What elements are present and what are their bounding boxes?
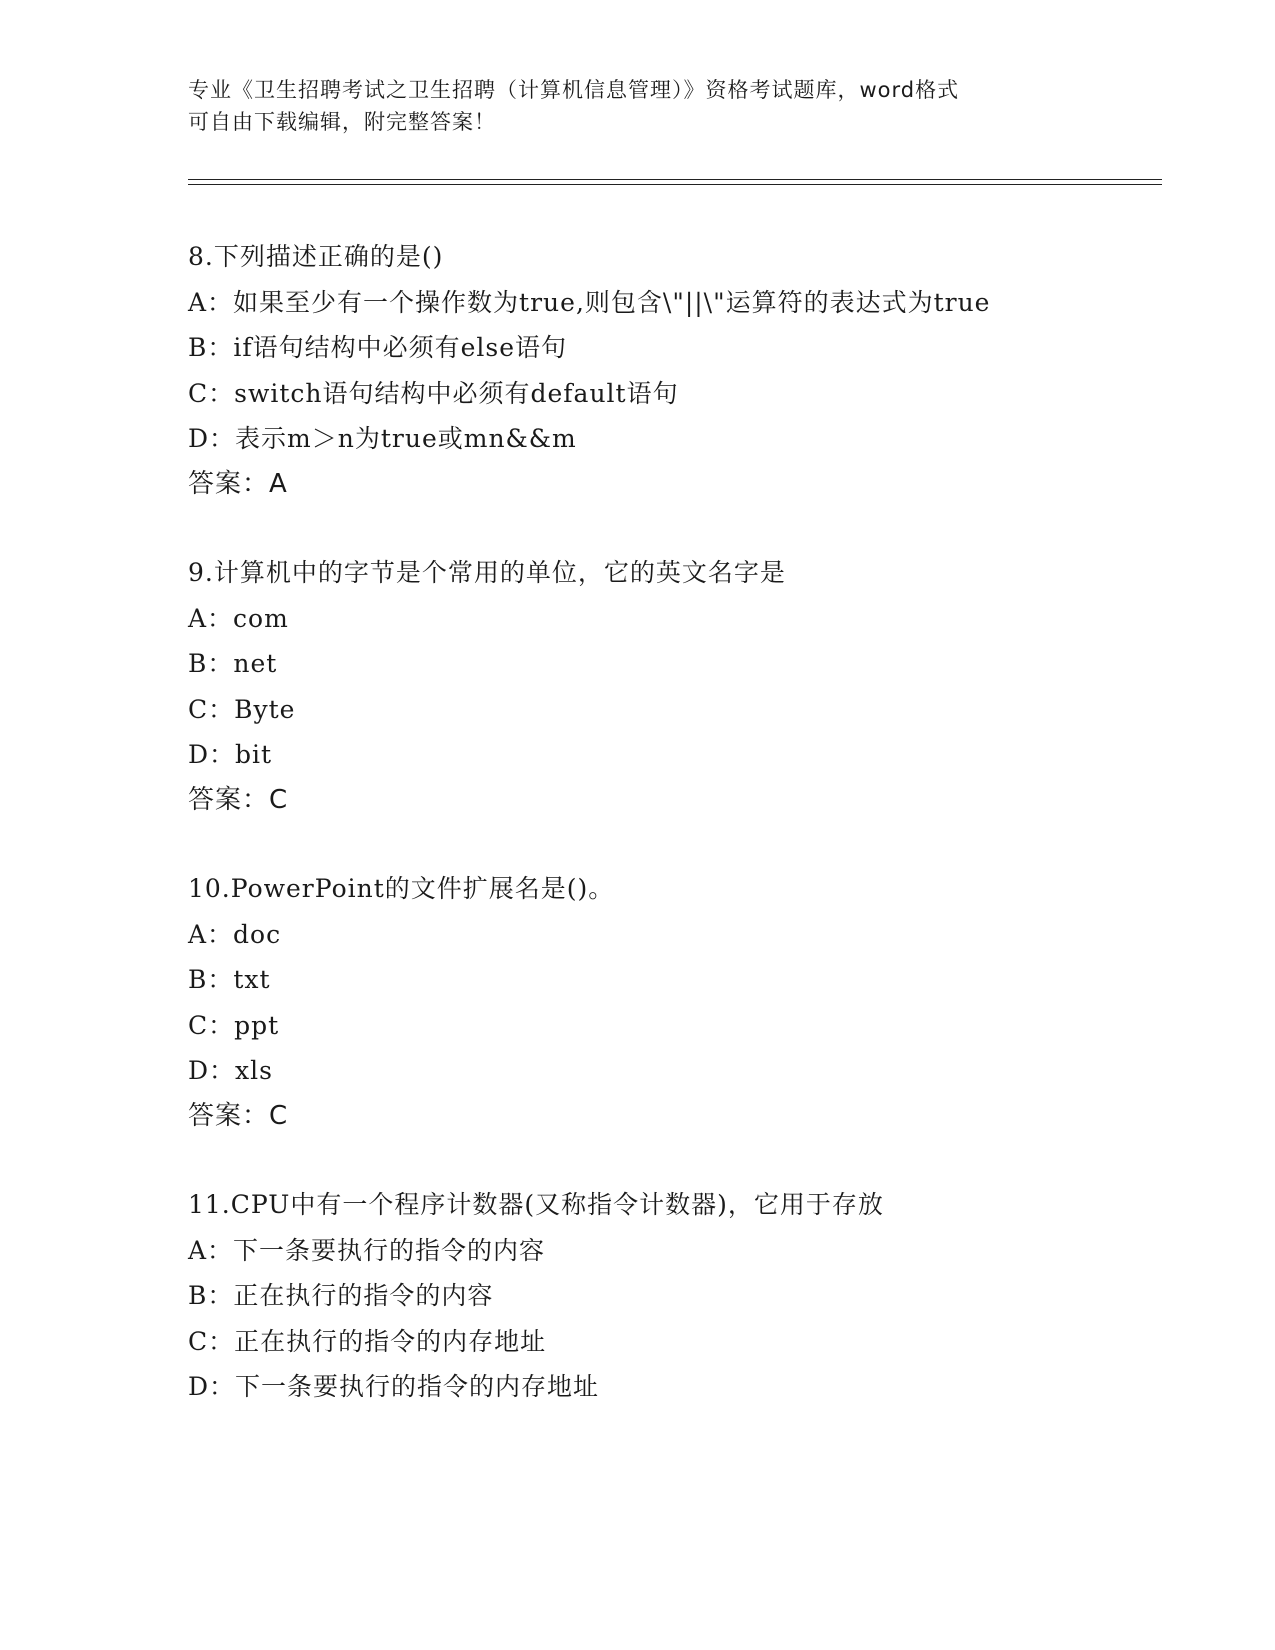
- answer-line: 答案：C: [188, 1100, 289, 1131]
- option-c: C：switch语句结构中必须有default语句: [188, 378, 679, 408]
- question-list: [188, 234, 1148, 1453]
- question-stem: 8.下列描述正确的是(): [188, 242, 444, 271]
- answer-line: 答案：C: [188, 784, 289, 815]
- option-b: B：net: [188, 649, 278, 678]
- header-line-2: 可自由下载编辑，附完整答案！: [188, 110, 496, 134]
- question-11: [188, 1182, 1148, 1410]
- option-b: B：if语句结构中必须有else语句: [188, 333, 568, 362]
- option-a: A：doc: [188, 919, 282, 949]
- option-d: D：下一条要执行的指令的内存地址: [188, 1372, 600, 1401]
- question-stem: 11.CPU中有一个程序计数器(又称指令计数器)，它用于存放: [188, 1190, 884, 1219]
- question-stem: 10.PowerPoint的文件扩展名是()。: [188, 874, 615, 903]
- question-9: [188, 550, 1148, 823]
- option-b: B：正在执行的指令的内容: [188, 1281, 494, 1310]
- option-c: C：ppt: [188, 1010, 280, 1040]
- option-a: A：下一条要执行的指令的内容: [188, 1235, 546, 1265]
- option-d: D：表示m＞n为true或mn&&m: [188, 424, 577, 453]
- option-a: A：com: [188, 603, 289, 633]
- header-line-1: 专业《卫生招聘考试之卫生招聘（计算机信息管理）》资格考试题库，word格式: [188, 78, 960, 102]
- document-header: [188, 74, 1088, 138]
- option-d: D：bit: [188, 740, 273, 769]
- question-8: [188, 234, 1148, 507]
- option-b: B：txt: [188, 965, 271, 994]
- answer-line: 答案：A: [188, 468, 288, 499]
- option-d: D：xls: [188, 1056, 273, 1085]
- option-c: C：Byte: [188, 694, 296, 724]
- option-a: A：如果至少有一个操作数为true,则包含\"||\"运算符的表达式为true: [188, 287, 991, 317]
- question-stem: 9.计算机中的字节是个常用的单位，它的英文名字是: [188, 558, 786, 587]
- option-c: C：正在执行的指令的内存地址: [188, 1326, 547, 1356]
- question-10: [188, 866, 1148, 1139]
- header-divider-bottom: [188, 184, 1162, 185]
- header-divider-top: [188, 179, 1162, 180]
